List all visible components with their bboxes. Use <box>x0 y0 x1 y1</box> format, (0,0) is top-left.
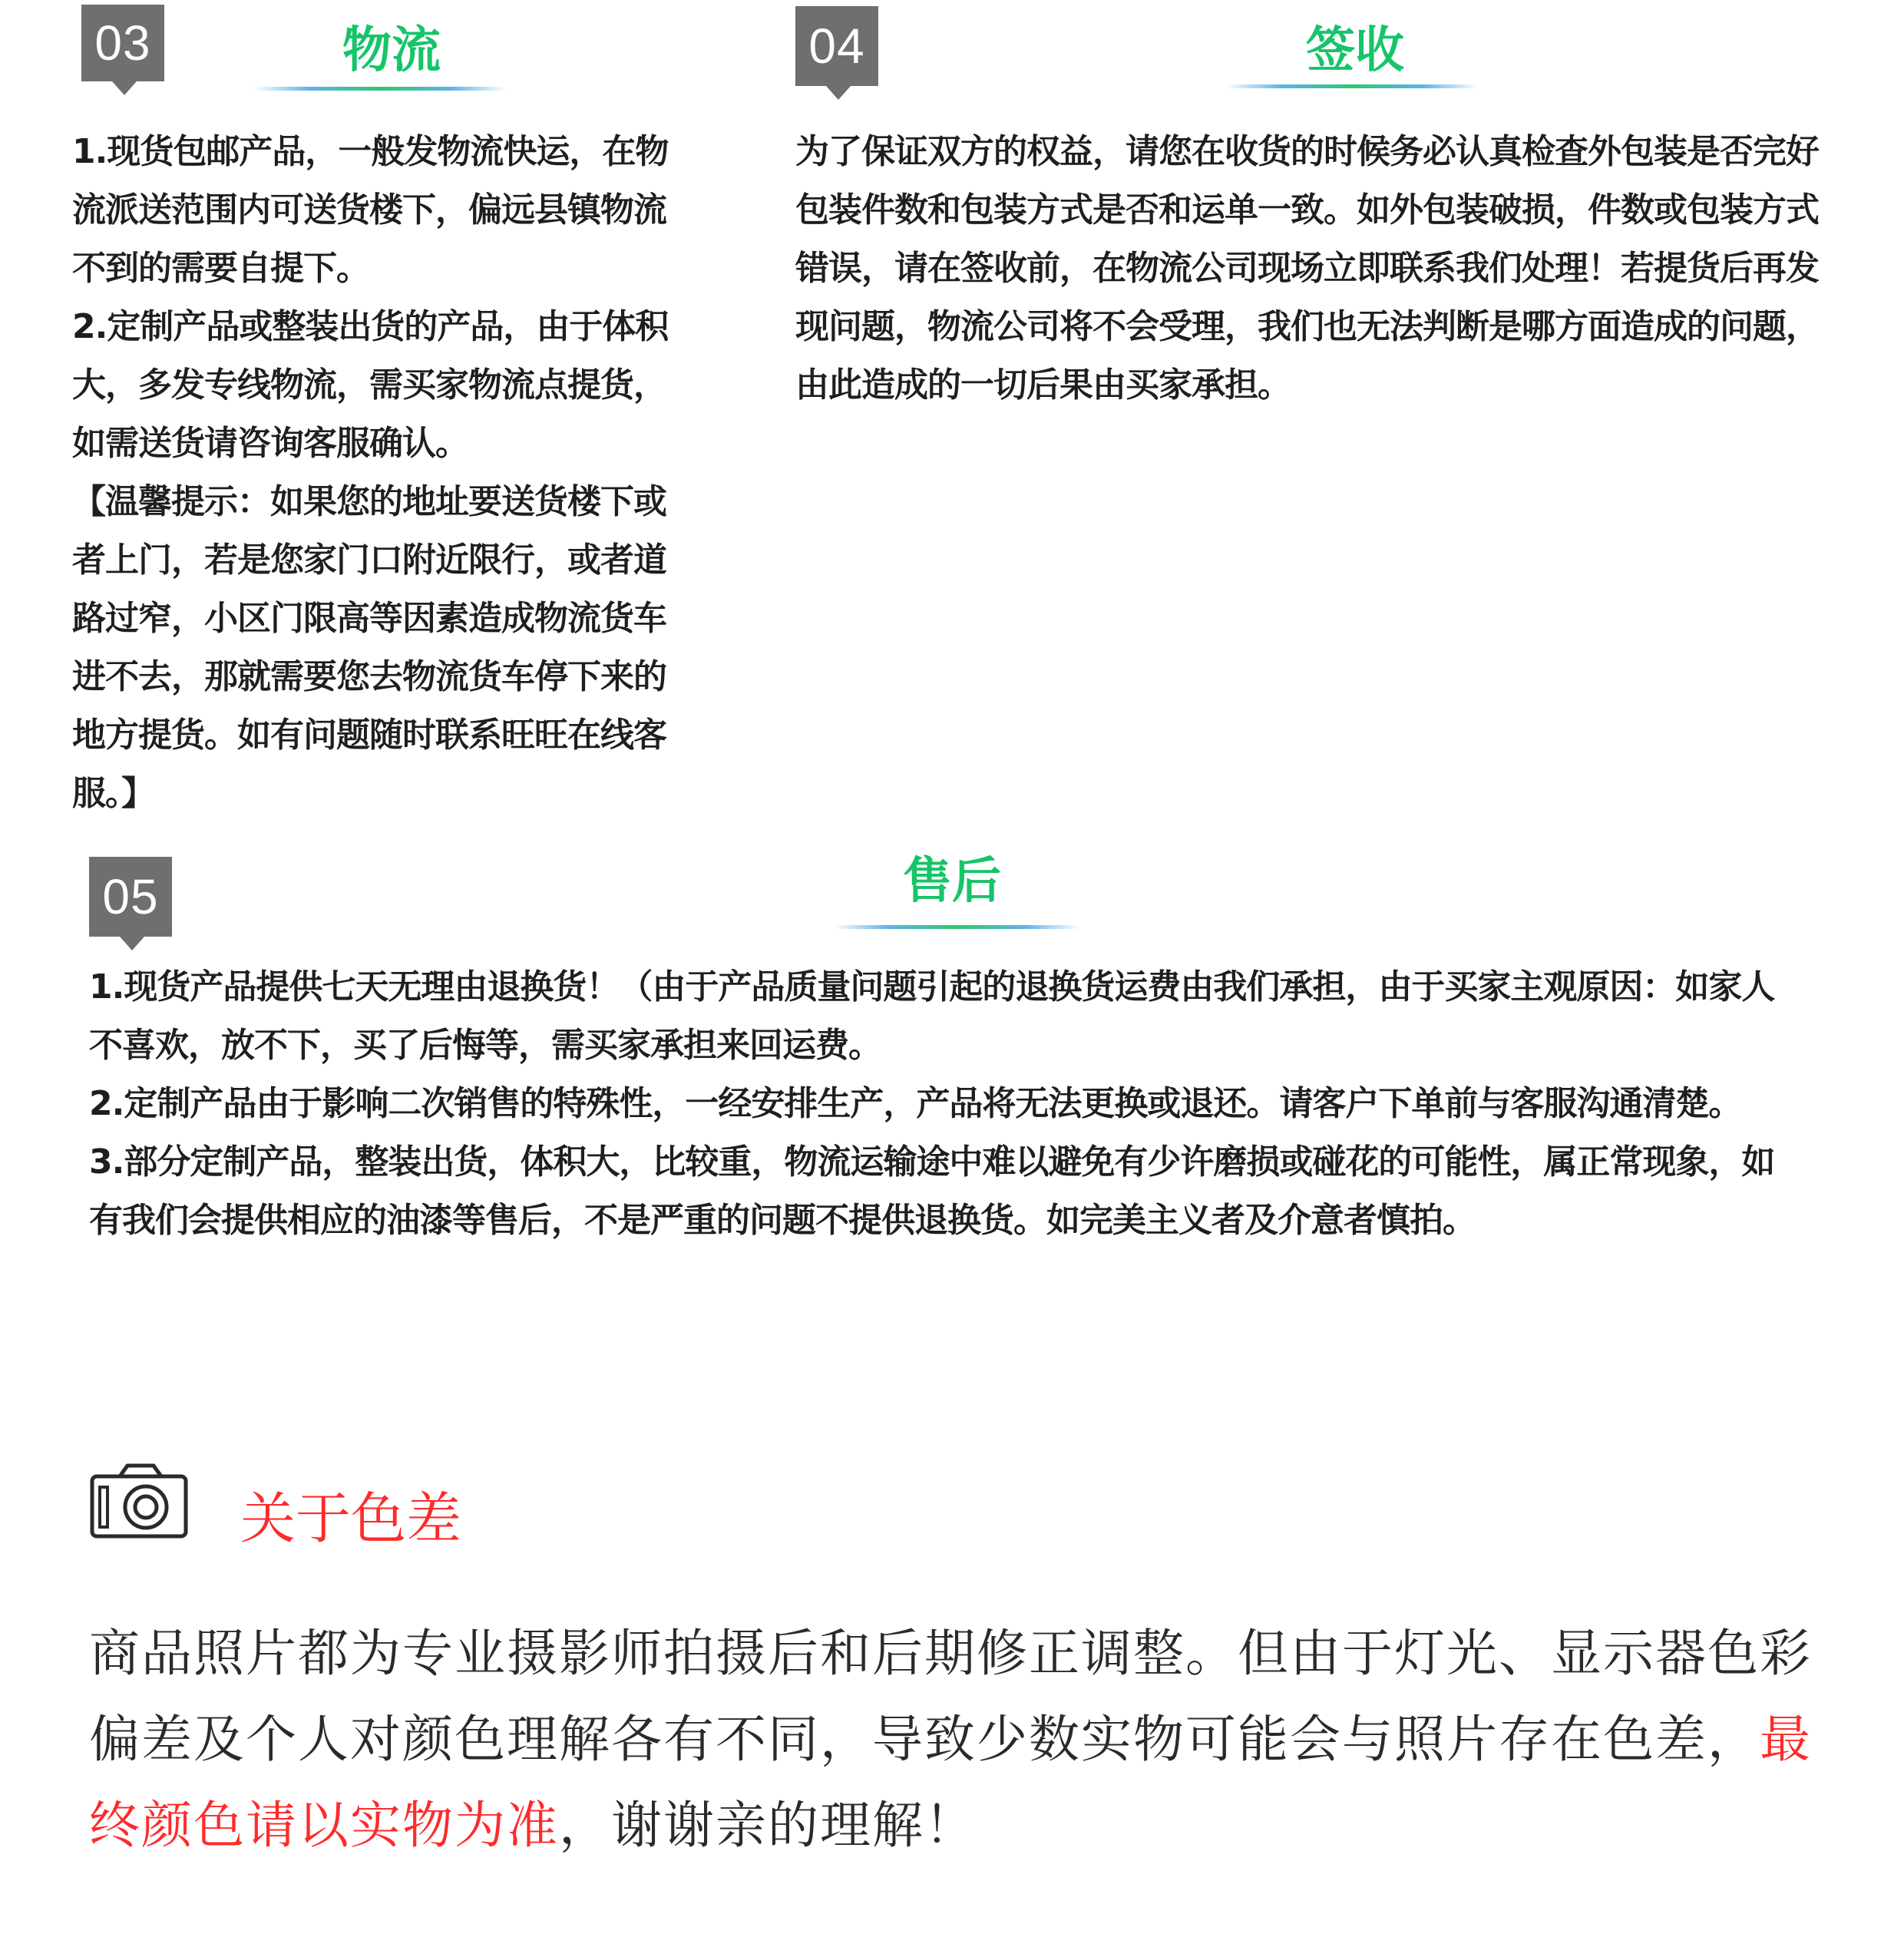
section-03-title: 物流 <box>342 22 441 79</box>
section-05-paragraph-1: 1.现货产品提供七天无理由退换货！（由于产品质量问题引起的退换货运费由我们承担，由于买家主观原因：如家人不喜欢，放不下，买了后悔等，需买家承担来回运费。 <box>89 967 1775 1065</box>
section-05-title-underline <box>834 925 1079 929</box>
color-difference-closing: ，谢谢亲的理解！ <box>559 1796 977 1855</box>
section-05-body <box>89 958 1793 1250</box>
color-difference-text <box>89 1611 1816 1869</box>
section-05-paragraph-3: 3.部分定制产品，整装出货，体积大，比较重，物流运输途中难以避免有少许磨损或碰花的可能性，属正常现象，如有我们会提供相应的油漆等售后，不是严重的问题不提供退换货。如完美主义者及介意者慎拍。 <box>89 1142 1775 1240</box>
section-05-number-badge: 05 <box>89 857 172 937</box>
section-04-title: 签收 <box>1306 22 1404 79</box>
section-03-paragraph-3: 【温馨提示：如果您的地址要送货楼下或者上门，若是您家门口附近限行，或者道路过窄，小区门限高等因素造成物流货车进不去，那就需要您去物流货车停下来的地方提货。如有问题随时联系旺旺在线客服。】 <box>72 482 666 813</box>
color-difference-highlight: 最终颜色请以实物为准 <box>89 1710 1812 1855</box>
color-difference-title: 关于色差 <box>240 1486 462 1551</box>
section-04-number-badge: 04 <box>795 6 878 86</box>
section-03-body <box>72 123 679 823</box>
section-03-title-underline <box>253 87 507 91</box>
section-04-body <box>795 123 1840 415</box>
section-03-number-badge: 03 <box>81 5 164 81</box>
section-03-paragraph-2: 2.定制产品或整装出货的产品，由于体积大，多发专线物流，需买家物流点提货，如需送货请咨询客服确认。 <box>72 307 669 463</box>
section-05-paragraph-2: 2.定制产品由于影响二次销售的特殊性，一经安排生产，产品将无法更换或退还。请客户下单前与客服沟通清楚。 <box>89 1084 1742 1123</box>
section-05-title: 售后 <box>903 853 1001 910</box>
section-03-paragraph-1: 1.现货包邮产品，一般发物流快运，在物流派送范围内可送货楼下，偏远县镇物流不到的需要自提下。 <box>72 132 669 288</box>
section-04-title-underline <box>1225 84 1479 88</box>
section-04-paragraph-1: 为了保证双方的权益，请您在收货的时候务必认真检查外包装是否完好包装件数和包装方式是否和运单一致。如外包装破损，件数或包装方式错误，请在签收前，在物流公司现场立即联系我们处理！若提货后再发现问题，物流公司将不会受理，我们也无法判断是哪方面造成的问题，由此造成的一切后果由买家承担。 <box>795 132 1819 405</box>
color-difference-main-text: 商品照片都为专业摄影师拍摄后和后期修正调整。但由于灯光、显示器色彩偏差及个人对颜色理解各有不同，导致少数实物可能会与照片存在色差， <box>89 1624 1812 1769</box>
camera-icon <box>89 1463 189 1539</box>
